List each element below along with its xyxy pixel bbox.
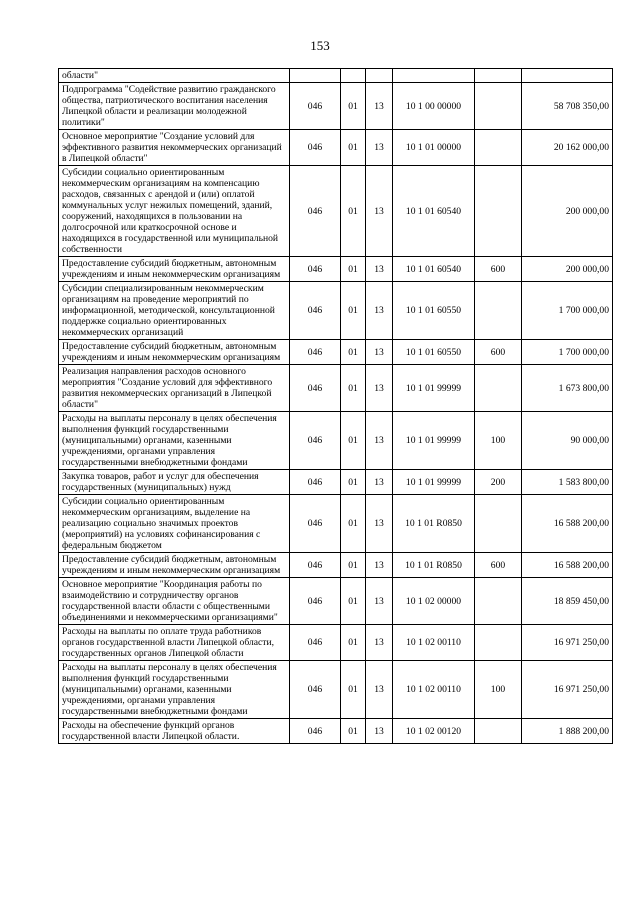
amount-cell: 90 000,00: [522, 412, 613, 470]
subsection-cell: 13: [366, 282, 393, 340]
amount-cell: 16 971 250,00: [522, 661, 613, 719]
section-cell: 01: [341, 365, 366, 412]
section-cell: 01: [341, 166, 366, 257]
expense-type-cell: [475, 166, 522, 257]
amount-cell: 16 588 200,00: [522, 495, 613, 553]
gov-code-cell: 046: [290, 470, 341, 495]
section-cell: 01: [341, 130, 366, 166]
target-article-cell: 10 1 02 00110: [393, 661, 475, 719]
row-name-cell: Основное мероприятие "Создание условий для эффективного развития некоммерческих организаций в Липецкой области": [59, 130, 290, 166]
target-article-cell: 10 1 01 60550: [393, 340, 475, 365]
table-row: [59, 553, 613, 578]
gov-code-cell: 046: [290, 282, 341, 340]
subsection-cell: 13: [366, 719, 393, 744]
expense-type-cell: 100: [475, 661, 522, 719]
subsection-cell: 13: [366, 130, 393, 166]
gov-code-cell: 046: [290, 495, 341, 553]
amount-cell: 1 700 000,00: [522, 282, 613, 340]
amount-cell: 16 588 200,00: [522, 553, 613, 578]
table-row: [59, 83, 613, 130]
gov-code-cell: 046: [290, 719, 341, 744]
expense-type-cell: 600: [475, 553, 522, 578]
gov-code-cell: 046: [290, 166, 341, 257]
target-article-cell: 10 1 01 60540: [393, 257, 475, 282]
amount-cell: 1 583 800,00: [522, 470, 613, 495]
budget-table: [58, 68, 613, 744]
section-cell: 01: [341, 282, 366, 340]
row-name-cell: области": [59, 69, 290, 83]
row-name-cell: Расходы на выплаты персоналу в целях обеспечения выполнения функций государственными (муниципальными) органами, казенными учреждениями, органами управления государственными внебюджетными фондами: [59, 412, 290, 470]
table-row: [59, 257, 613, 282]
row-name-cell: Субсидии социально ориентированным некоммерческим организациям на компенсацию расходов, связанных с арендой и (или) оплатой коммунальных услуг нежилых помещений, зданий, сооружений, находящихся в пользовании на долгосрочной или краткосрочной основе и находящихся в государственной или муниципальной собственности: [59, 166, 290, 257]
target-article-cell: 10 1 01 60550: [393, 282, 475, 340]
subsection-cell: 13: [366, 412, 393, 470]
row-name-cell: Расходы на выплаты персоналу в целях обеспечения выполнения функций государственными (муниципальными) органами, казенными учреждениями, органами управления государственными внебюджетными фондами: [59, 661, 290, 719]
table-row: [59, 282, 613, 340]
table-row: [59, 166, 613, 257]
row-name-cell: Основное мероприятие "Координация работы по взаимодействию и сотрудничеству органов государственной власти области с общественными объединениями и некоммерческими организациями": [59, 578, 290, 625]
gov-code-cell: 046: [290, 412, 341, 470]
target-article-cell: 10 1 02 00000: [393, 578, 475, 625]
subsection-cell: 13: [366, 495, 393, 553]
expense-type-cell: 200: [475, 470, 522, 495]
gov-code-cell: 046: [290, 553, 341, 578]
amount-cell: 16 971 250,00: [522, 625, 613, 661]
section-cell: 01: [341, 257, 366, 282]
amount-cell: 200 000,00: [522, 257, 613, 282]
target-article-cell: 10 1 01 00000: [393, 130, 475, 166]
expense-type-cell: [475, 495, 522, 553]
row-name-cell: Предоставление субсидий бюджетным, автономным учреждениям и иным некоммерческим организациям: [59, 340, 290, 365]
subsection-cell: 13: [366, 166, 393, 257]
target-article-cell: 10 1 01 60540: [393, 166, 475, 257]
expense-type-cell: [475, 365, 522, 412]
table-row: [59, 130, 613, 166]
amount-cell: 200 000,00: [522, 166, 613, 257]
row-name-cell: Расходы на обеспечение функций органов государственной власти Липецкой области.: [59, 719, 290, 744]
section-cell: 01: [341, 470, 366, 495]
expense-type-cell: [475, 282, 522, 340]
section-cell: 01: [341, 661, 366, 719]
section-cell: 01: [341, 719, 366, 744]
target-article-cell: 10 1 01 R0850: [393, 553, 475, 578]
table-row: [59, 495, 613, 553]
target-article-cell: [393, 69, 475, 83]
expense-type-cell: 100: [475, 412, 522, 470]
row-name-cell: Предоставление субсидий бюджетным, автономным учреждениям и иным некоммерческим организациям: [59, 553, 290, 578]
gov-code-cell: 046: [290, 365, 341, 412]
section-cell: 01: [341, 83, 366, 130]
table-row: [59, 340, 613, 365]
subsection-cell: 13: [366, 257, 393, 282]
subsection-cell: 13: [366, 553, 393, 578]
expense-type-cell: [475, 69, 522, 83]
subsection-cell: [366, 69, 393, 83]
expense-type-cell: [475, 719, 522, 744]
row-name-cell: Субсидии специализированным некоммерческим организациям на проведение мероприятий по информационной, методической, консультационной поддержке социально ориентированных некоммерческих организаций: [59, 282, 290, 340]
row-name-cell: Предоставление субсидий бюджетным, автономным учреждениям и иным некоммерческим организациям: [59, 257, 290, 282]
section-cell: 01: [341, 625, 366, 661]
expense-type-cell: [475, 83, 522, 130]
target-article-cell: 10 1 01 99999: [393, 365, 475, 412]
section-cell: [341, 69, 366, 83]
section-cell: 01: [341, 340, 366, 365]
table-row: [59, 625, 613, 661]
row-name-cell: Реализация направления расходов основного мероприятия "Создание условий для эффективного развития некоммерческих организаций в Липецкой области": [59, 365, 290, 412]
amount-cell: 18 859 450,00: [522, 578, 613, 625]
table-row: [59, 365, 613, 412]
table-row: [59, 470, 613, 495]
table-row: [59, 69, 613, 83]
target-article-cell: 10 1 01 99999: [393, 412, 475, 470]
section-cell: 01: [341, 578, 366, 625]
amount-cell: 1 888 200,00: [522, 719, 613, 744]
subsection-cell: 13: [366, 470, 393, 495]
row-name-cell: Субсидии социально ориентированным некоммерческим организациям, выделение на реализацию социально значимых проектов (мероприятий) на условиях софинансирования с федеральным бюджетом: [59, 495, 290, 553]
expense-type-cell: [475, 130, 522, 166]
table-row: [59, 661, 613, 719]
subsection-cell: 13: [366, 625, 393, 661]
row-name-cell: Закупка товаров, работ и услуг для обеспечения государственных (муниципальных) нужд: [59, 470, 290, 495]
table-row: [59, 412, 613, 470]
target-article-cell: 10 1 00 00000: [393, 83, 475, 130]
gov-code-cell: 046: [290, 578, 341, 625]
gov-code-cell: 046: [290, 661, 341, 719]
table-row: [59, 578, 613, 625]
amount-cell: 1 700 000,00: [522, 340, 613, 365]
page-number: 153: [310, 38, 330, 53]
subsection-cell: 13: [366, 661, 393, 719]
target-article-cell: 10 1 01 99999: [393, 470, 475, 495]
amount-cell: 20 162 000,00: [522, 130, 613, 166]
expense-type-cell: 600: [475, 340, 522, 365]
target-article-cell: 10 1 02 00120: [393, 719, 475, 744]
amount-cell: 58 708 350,00: [522, 83, 613, 130]
section-cell: 01: [341, 553, 366, 578]
section-cell: 01: [341, 495, 366, 553]
subsection-cell: 13: [366, 83, 393, 130]
expense-type-cell: 600: [475, 257, 522, 282]
subsection-cell: 13: [366, 340, 393, 365]
amount-cell: 1 673 800,00: [522, 365, 613, 412]
amount-cell: [522, 69, 613, 83]
gov-code-cell: 046: [290, 340, 341, 365]
gov-code-cell: 046: [290, 83, 341, 130]
expense-type-cell: [475, 578, 522, 625]
subsection-cell: 13: [366, 578, 393, 625]
subsection-cell: 13: [366, 365, 393, 412]
table-row: [59, 719, 613, 744]
row-name-cell: Расходы на выплаты по оплате труда работников органов государственной власти Липецкой области, государственных органов Липецкой области: [59, 625, 290, 661]
row-name-cell: Подпрограмма "Содействие развитию гражданского общества, патриотического воспитания населения Липецкой области и реализации молодежной политики": [59, 83, 290, 130]
target-article-cell: 10 1 01 R0850: [393, 495, 475, 553]
gov-code-cell: 046: [290, 625, 341, 661]
gov-code-cell: [290, 69, 341, 83]
gov-code-cell: 046: [290, 257, 341, 282]
expense-type-cell: [475, 625, 522, 661]
gov-code-cell: 046: [290, 130, 341, 166]
target-article-cell: 10 1 02 00110: [393, 625, 475, 661]
section-cell: 01: [341, 412, 366, 470]
